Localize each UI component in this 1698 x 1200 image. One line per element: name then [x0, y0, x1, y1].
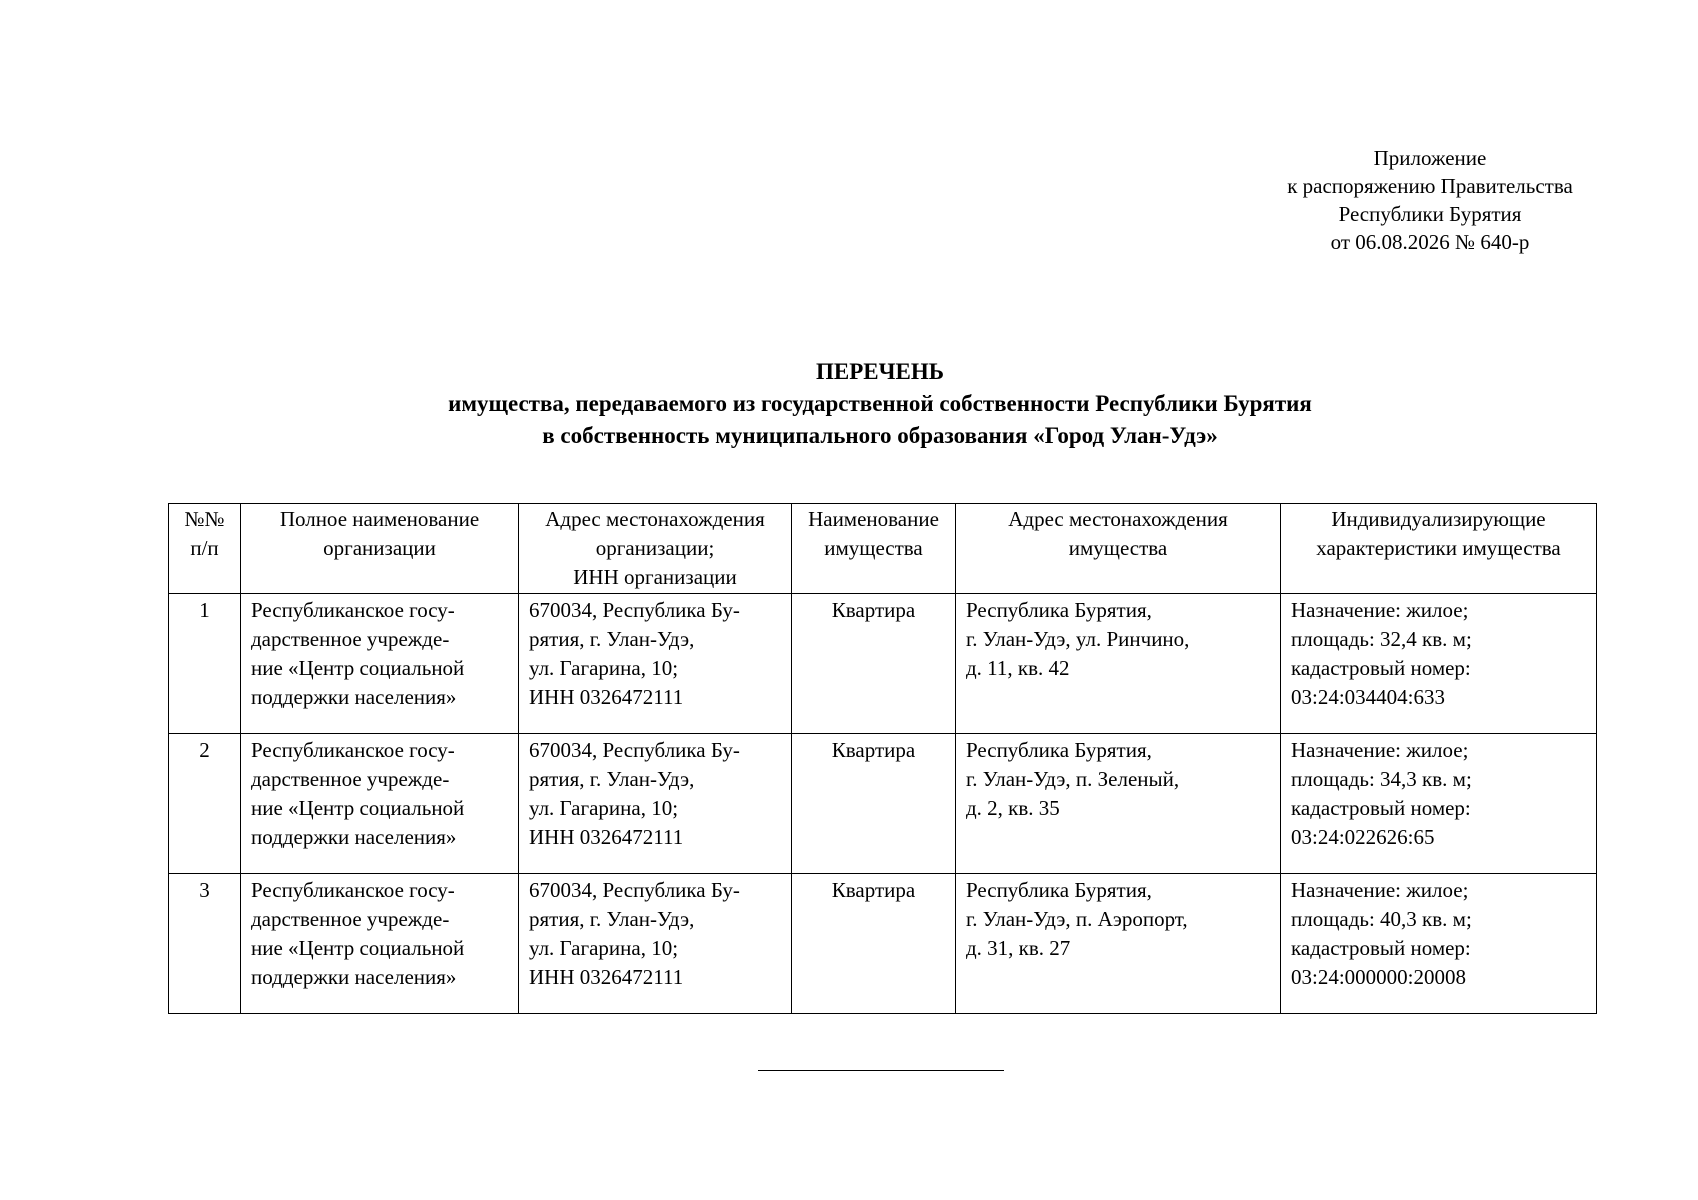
org-address-cell: [519, 874, 792, 1014]
cell-line: Республика Бурятия,: [966, 878, 1152, 902]
property-name-cell: Квартира: [792, 734, 956, 874]
appendix-line: Приложение: [1373, 146, 1487, 170]
header-line: ИНН организации: [573, 565, 737, 589]
cell-line: ние «Центр социальной: [251, 796, 465, 820]
org-address-cell: [519, 594, 792, 734]
header-number: [169, 504, 241, 594]
cell-line: Назначение: жилое;: [1291, 878, 1469, 902]
cell-line: ИНН 0326472111: [529, 825, 684, 849]
row-number: 3: [169, 874, 241, 1014]
property-address-cell: [956, 734, 1281, 874]
cell-line: 670034, Республика Бу-: [529, 738, 740, 762]
characteristics-cell: [1281, 874, 1597, 1014]
header-line: имущества: [1068, 536, 1168, 560]
cell-line: Назначение: жилое;: [1291, 598, 1469, 622]
table-header-row: [169, 504, 1597, 594]
org-name-cell: [241, 874, 519, 1014]
cell-line: кадастровый номер:: [1291, 656, 1471, 680]
header-property-address: [956, 504, 1281, 594]
header-line: Полное наименование: [279, 507, 480, 531]
header-line: №№: [184, 507, 225, 531]
cell-line: поддержки населения»: [251, 685, 457, 709]
characteristics-cell: [1281, 594, 1597, 734]
org-address-cell: [519, 734, 792, 874]
appendix-line: от 06.08.2026 № 640-р: [1330, 230, 1530, 254]
row-number: 1: [169, 594, 241, 734]
cell-line: д. 11, кв. 42: [966, 656, 1070, 680]
cell-line: площадь: 40,3 кв. м;: [1291, 907, 1472, 931]
cell-line: ул. Гагарина, 10;: [529, 796, 679, 820]
row-number: 2: [169, 734, 241, 874]
cell-line: рятия, г. Улан-Удэ,: [529, 627, 695, 651]
header-line: организации: [323, 536, 436, 560]
cell-line: Республиканское госу-: [251, 878, 455, 902]
cell-line: ул. Гагарина, 10;: [529, 936, 679, 960]
appendix-line: Республики Бурятия: [1338, 202, 1522, 226]
property-table: [168, 503, 1597, 1014]
header-line: п/п: [190, 536, 219, 560]
property-name-cell: Квартира: [792, 594, 956, 734]
cell-line: рятия, г. Улан-Удэ,: [529, 767, 695, 791]
cell-line: поддержки населения»: [251, 965, 457, 989]
header-line: Адрес местонахождения: [545, 507, 765, 531]
header-line: Индивидуализирующие: [1331, 507, 1546, 531]
cell-line: 670034, Республика Бу-: [529, 878, 740, 902]
table-row: [169, 734, 1597, 874]
cell-line: поддержки населения»: [251, 825, 457, 849]
cell-line: г. Улан-Удэ, п. Зеленый,: [966, 767, 1180, 791]
characteristics-cell: [1281, 734, 1597, 874]
cell-line: Республиканское госу-: [251, 598, 455, 622]
cell-line: ние «Центр социальной: [251, 656, 465, 680]
table-row: [169, 594, 1597, 734]
header-org-name: [241, 504, 519, 594]
cell-line: Республика Бурятия,: [966, 598, 1152, 622]
appendix-block: [1240, 144, 1620, 256]
cell-line: г. Улан-Удэ, ул. Ринчино,: [966, 627, 1190, 651]
appendix-line: к распоряжению Правительства: [1287, 174, 1573, 198]
cell-line: кадастровый номер:: [1291, 796, 1471, 820]
cell-line: площадь: 34,3 кв. м;: [1291, 767, 1472, 791]
header-line: характеристики имущества: [1316, 536, 1561, 560]
cell-line: 670034, Республика Бу-: [529, 598, 740, 622]
title-line: в собственность муниципального образования «Город Улан-Удэ»: [542, 423, 1218, 448]
cell-line: г. Улан-Удэ, п. Аэропорт,: [966, 907, 1188, 931]
title-line: имущества, передаваемого из государственной собственности Республики Бурятия: [448, 391, 1312, 416]
header-line: Наименование: [808, 507, 939, 531]
header-property-name: [792, 504, 956, 594]
cell-line: Республиканское госу-: [251, 738, 455, 762]
document-title: [150, 356, 1610, 452]
cell-line: 03:24:034404:633: [1291, 685, 1446, 709]
cell-line: ние «Центр социальной: [251, 936, 465, 960]
title-line: ПЕРЕЧЕНЬ: [816, 359, 944, 384]
cell-line: д. 31, кв. 27: [966, 936, 1071, 960]
header-line: организации;: [595, 536, 715, 560]
cell-line: дарственное учрежде-: [251, 767, 450, 791]
property-address-cell: [956, 874, 1281, 1014]
cell-line: ул. Гагарина, 10;: [529, 656, 679, 680]
cell-line: кадастровый номер:: [1291, 936, 1471, 960]
footer-divider: [758, 1070, 1004, 1071]
cell-line: Республика Бурятия,: [966, 738, 1152, 762]
header-org-address: [519, 504, 792, 594]
org-name-cell: [241, 594, 519, 734]
cell-line: 03:24:022626:65: [1291, 825, 1435, 849]
cell-line: дарственное учрежде-: [251, 627, 450, 651]
cell-line: 03:24:000000:20008: [1291, 965, 1467, 989]
cell-line: рятия, г. Улан-Удэ,: [529, 907, 695, 931]
cell-line: дарственное учрежде-: [251, 907, 450, 931]
property-address-cell: [956, 594, 1281, 734]
cell-line: ИНН 0326472111: [529, 685, 684, 709]
property-name-cell: Квартира: [792, 874, 956, 1014]
cell-line: Назначение: жилое;: [1291, 738, 1469, 762]
cell-line: площадь: 32,4 кв. м;: [1291, 627, 1472, 651]
header-characteristics: [1281, 504, 1597, 594]
cell-line: ИНН 0326472111: [529, 965, 684, 989]
cell-line: д. 2, кв. 35: [966, 796, 1060, 820]
table-row: [169, 874, 1597, 1014]
header-line: Адрес местонахождения: [1008, 507, 1228, 531]
header-line: имущества: [824, 536, 923, 560]
org-name-cell: [241, 734, 519, 874]
